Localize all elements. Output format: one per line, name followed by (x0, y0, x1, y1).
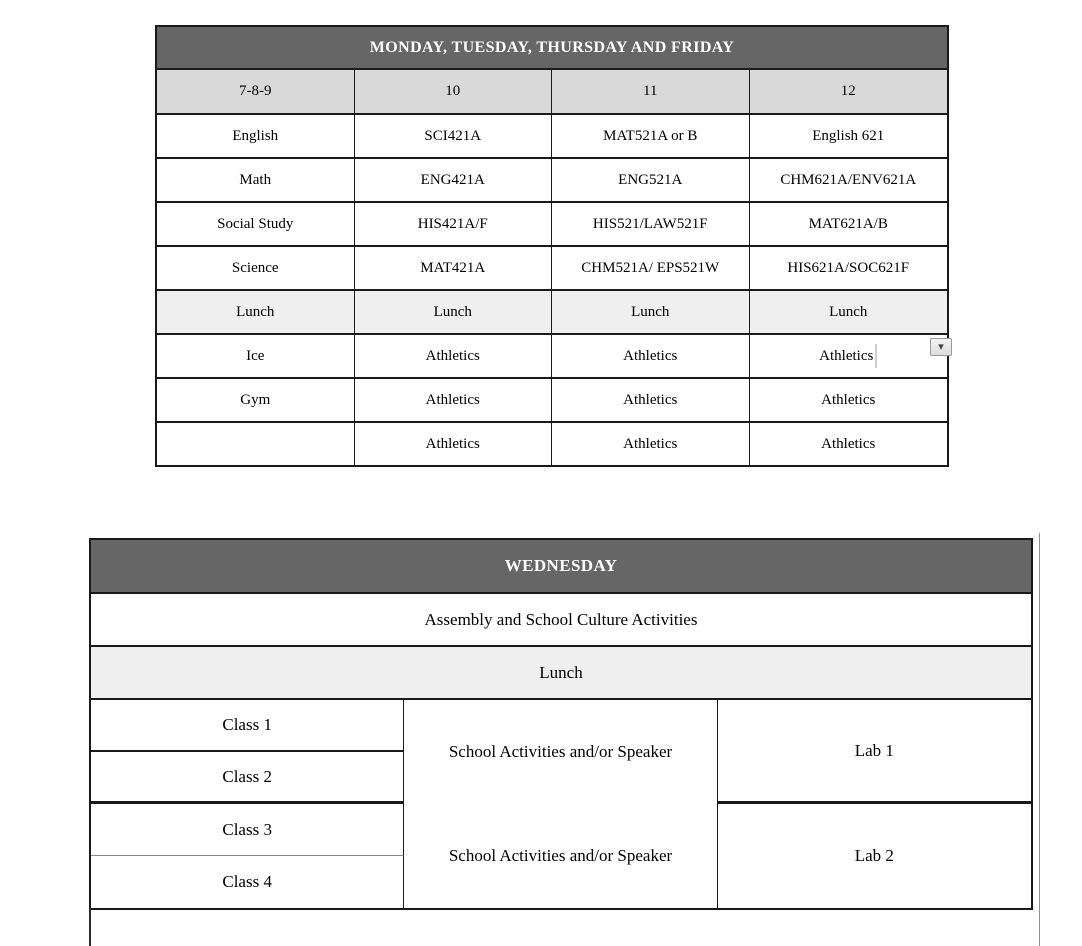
cell-text: Athletics (819, 347, 874, 364)
table-cell: ENG421A (355, 159, 553, 203)
table-cell-editing[interactable] (750, 335, 948, 379)
table-cell: Gym (157, 379, 355, 423)
class-cell: Class 4 (91, 856, 404, 908)
table-cell: Athletics (552, 379, 750, 423)
table-cell: HIS621A/SOC621F (750, 247, 948, 291)
grade-column-header: 7-8-9 (157, 70, 355, 115)
lunch-row: Lunch (91, 647, 1031, 700)
page-edge-line (1039, 533, 1040, 946)
table-cell: SCI421A (355, 115, 553, 159)
class-cell: Class 1 (91, 700, 404, 752)
activities-text: School Activities and/or Speaker (448, 846, 673, 865)
table-cell: Athletics (750, 423, 948, 465)
table-cell: CHM621A/ENV621A (750, 159, 948, 203)
schedule-grid (157, 70, 947, 465)
table-cell: Math (157, 159, 355, 203)
wednesday-grid (91, 700, 1031, 908)
lab-cell: Lab 1 (718, 700, 1031, 804)
table-cell: HIS421A/F (355, 203, 553, 247)
table-cell: HIS521/LAW521F (552, 203, 750, 247)
table-cell: Social Study (157, 203, 355, 247)
grade-column-header: 12 (750, 70, 948, 115)
table-cell: Athletics (355, 335, 553, 379)
assembly-row: Assembly and School Culture Activities (91, 594, 1031, 647)
table-cell: Science (157, 247, 355, 291)
grade-column-header: 11 (552, 70, 750, 115)
table-cell: Athletics (552, 423, 750, 465)
cell-dropdown-button[interactable] (930, 338, 952, 356)
activities-text: School Activities and/or Speaker (448, 742, 673, 761)
table-cell: MAT621A/B (750, 203, 948, 247)
table-cell: Athletics (552, 335, 750, 379)
lunch-cell: Lunch (552, 291, 750, 335)
chevron-down-icon: ▾ (938, 340, 944, 353)
wednesday-schedule-table (89, 538, 1033, 910)
table-cell: English 621 (750, 115, 948, 159)
lunch-cell: Lunch (750, 291, 948, 335)
grade-column-header: 10 (355, 70, 553, 115)
table-cell: MAT521A or B (552, 115, 750, 159)
table-cell (157, 423, 355, 465)
table-cell: Athletics (750, 379, 948, 423)
class-cell: Class 3 (91, 804, 404, 856)
class-cell: Class 2 (91, 752, 404, 804)
weekday-schedule-table (155, 25, 949, 467)
lunch-cell: Lunch (355, 291, 553, 335)
lunch-cell: Lunch (157, 291, 355, 335)
lab-cell: Lab 2 (718, 804, 1031, 908)
text-cursor (875, 344, 877, 368)
table-cell: English (157, 115, 355, 159)
partial-next-row (89, 908, 1033, 946)
table-cell: Ice (157, 335, 355, 379)
table-cell: MAT421A (355, 247, 553, 291)
table-cell: ENG521A (552, 159, 750, 203)
table-cell: Athletics (355, 379, 553, 423)
school-activities-cell (404, 700, 717, 908)
wednesday-table-title: WEDNESDAY (91, 540, 1031, 594)
schedule-table-title: MONDAY, TUESDAY, THURSDAY AND FRIDAY (157, 27, 947, 70)
table-cell: Athletics (355, 423, 553, 465)
table-cell: CHM521A/ EPS521W (552, 247, 750, 291)
